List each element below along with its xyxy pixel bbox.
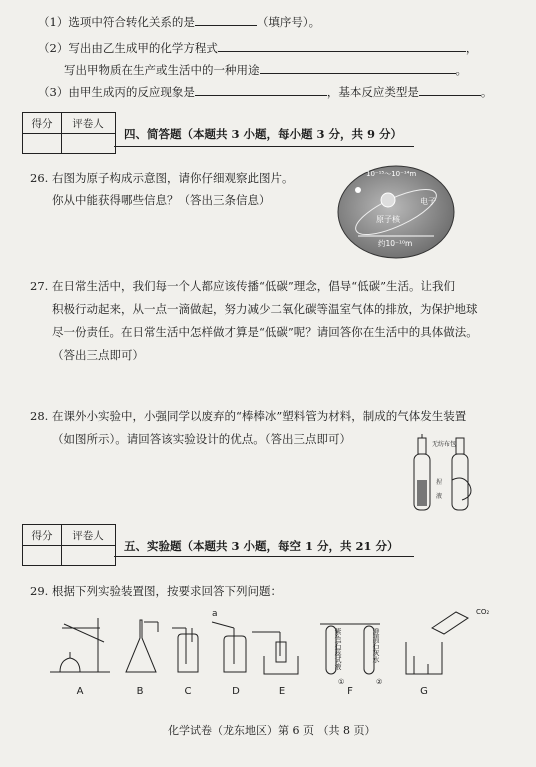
q25-sub3-text: （3）由甲生成丙的反应现象是 xyxy=(38,85,195,99)
q25-sub2b-punct: 。 xyxy=(455,63,467,77)
grader-label: 评卷人 xyxy=(72,118,104,130)
tube2-text: 澄清石灰水 xyxy=(372,628,380,663)
q25-sub3-blank1[interactable] xyxy=(195,84,327,96)
apparatus-label-e: E xyxy=(278,686,286,697)
liquid-shape xyxy=(417,480,427,506)
q27-line1: 27. 在日常生活中，我们每一个人都应该传播“低碳”理念，倡导“低碳”生活。让我们 xyxy=(30,279,455,293)
fig-scale-top: 10⁻¹⁵～10⁻¹⁴m xyxy=(366,170,417,178)
q25-sub2b-text: 写出甲物质在生产或生活中的一种用途 xyxy=(64,63,260,77)
apparatus-label-d: D xyxy=(232,686,240,697)
grader-label: 评卷人 xyxy=(72,530,104,542)
q25-sub2-text: （2）写出由乙生成甲的化学方程式 xyxy=(38,41,218,55)
q25-sub3-punct: 。 xyxy=(480,85,493,99)
apparatus-label-b: B xyxy=(136,686,144,697)
nucleus-shape xyxy=(381,193,395,207)
atom-structure-figure xyxy=(336,160,458,260)
section4-underline xyxy=(114,146,414,147)
q26-line1: 26. 右图为原子构成示意图，请你仔细观察此图片。 xyxy=(30,171,294,185)
q25-sub1 xyxy=(38,14,320,30)
q25-sub1-text: （1）选项中符合转化关系的是 xyxy=(38,15,195,29)
q28-line2: （如图所示）。请回答该实验设计的优点。（答出三点即可） xyxy=(52,432,351,446)
q25-sub3-blank2[interactable] xyxy=(419,84,481,96)
tube1-text: 紫色石蕊试液 xyxy=(334,628,342,670)
page-footer: 化学试卷（龙东地区）第 6 页 （共 8 页） xyxy=(168,724,376,737)
q27-line4: （答出三点即可） xyxy=(52,348,144,362)
q27-line2: 积极行动起来，从一点一滴做起，努力减少二氧化碳等温室气体的排放，为保护地球 xyxy=(52,302,478,316)
fig-label-bag: 无纺布包 xyxy=(432,441,457,448)
q25-sub1-hint: （填序号）。 xyxy=(256,15,321,29)
q25-sub1-blank[interactable] xyxy=(195,14,257,26)
apparatus-label-f: F xyxy=(347,686,353,697)
tube1-num: ① xyxy=(338,678,345,686)
q25-sub2-punct: ， xyxy=(465,41,478,55)
fig-nucleus-label: 原子核 xyxy=(376,215,400,224)
score-box-section4 xyxy=(22,112,116,154)
apparatus-label-a: A xyxy=(76,686,84,697)
fig-label-liquid: 液 xyxy=(436,493,443,500)
fig-label-pinch: 捏 xyxy=(436,479,443,486)
q25-sub3 xyxy=(38,84,492,100)
label-a-small: a xyxy=(212,609,218,619)
q25-sub2b xyxy=(64,62,467,78)
section5-title: 五、实验题（本题共 3 小题，每空 1 分，共 21 分） xyxy=(124,539,399,553)
q25-sub2 xyxy=(38,40,477,56)
fig-electron-label: 电子 xyxy=(420,197,436,206)
co2-label: CO₂ xyxy=(476,608,490,616)
q26-line2: 你从中能获得哪些信息？（答出三条信息） xyxy=(52,193,271,207)
q27-line3: 尽一份责任。在日常生活中怎样做才算是“低碳”呢？请回答你在生活中的具体做法。 xyxy=(52,325,478,339)
q25-sub2b-blank[interactable] xyxy=(260,62,456,74)
apparatus-label-c: C xyxy=(184,686,192,697)
apparatus-g xyxy=(406,612,468,674)
lab-apparatus-figure xyxy=(40,598,510,698)
apparatus-label-g: G xyxy=(420,686,428,697)
score-label: 得分 xyxy=(31,118,53,130)
score-box-section5 xyxy=(22,524,116,566)
q25-sub3-text2: ，基本反应类型是 xyxy=(326,85,419,99)
q29-line1: 29. 根据下列实验装置图，按要求回答下列问题： xyxy=(30,584,282,598)
section5-underline xyxy=(114,556,414,557)
q28-line1: 28. 在课外小实验中，小强同学以废弃的“棒棒冰”塑料管为材料，制成的气体发生装置 xyxy=(30,409,467,423)
section4-title: 四、简答题（本题共 3 小题，每小题 3 分，共 9 分） xyxy=(124,127,403,141)
fig-scale-bottom: 约10⁻¹⁰m xyxy=(378,239,413,248)
gas-generator-figure xyxy=(398,434,484,518)
electron-dot xyxy=(355,187,361,193)
apparatus-b xyxy=(126,620,158,672)
apparatus-f xyxy=(320,624,380,674)
q25-sub2-blank[interactable] xyxy=(218,40,466,52)
apparatus-d xyxy=(212,622,246,672)
apparatus-c xyxy=(172,628,198,672)
tube2-num: ② xyxy=(376,678,383,686)
apparatus-e xyxy=(252,632,298,674)
score-label: 得分 xyxy=(31,530,53,542)
apparatus-a xyxy=(50,618,110,672)
